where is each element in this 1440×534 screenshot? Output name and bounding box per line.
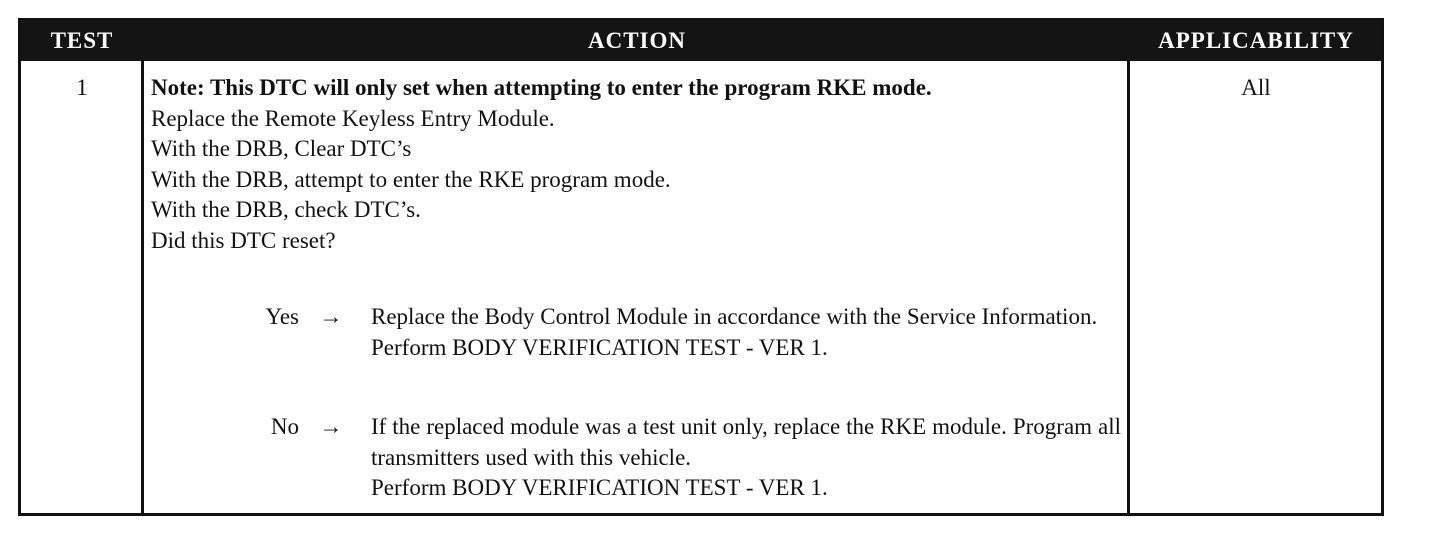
applicability-value: All [1241, 75, 1271, 100]
action-step: With the DRB, check DTC’s. [151, 197, 421, 222]
action-note: Note: This DTC will only set when attempting to enter the program RKE mode. [151, 75, 932, 100]
yes-result [371, 302, 1121, 363]
action-step: With the DRB, attempt to enter the RKE program mode. [151, 166, 671, 192]
header-action: ACTION [587, 28, 686, 53]
no-result-text: If the replaced module was a test unit only, replace the RKE module. Program all transmitters used with this vehicle. [371, 414, 1121, 470]
action-step: Replace the Remote Keyless Entry Module. [151, 105, 555, 131]
column-divider-applicability [1127, 61, 1130, 513]
header-applicability: APPLICABILITY [1158, 28, 1354, 53]
header-test: TEST [50, 28, 114, 53]
yes-arrow-icon: → [319, 304, 343, 329]
no-label: No [270, 414, 299, 439]
action-question: Did this DTC reset? [151, 227, 336, 253]
yes-result-text: Replace the Body Control Module in accordance with the Service Information. [371, 304, 1098, 329]
table-header [21, 21, 1381, 61]
no-verification-step: Perform BODY VERIFICATION TEST - VER 1. [371, 475, 828, 500]
action-step: With the DRB, Clear DTC’s [151, 136, 412, 161]
yes-verification-step: Perform BODY VERIFICATION TEST - VER 1. [371, 334, 828, 360]
column-divider-test [141, 61, 144, 513]
yes-label: Yes [265, 304, 299, 329]
no-arrow-icon: → [319, 414, 343, 439]
diagnostic-test-table [18, 18, 1384, 516]
action-cell [151, 73, 1121, 500]
test-number: 1 [76, 75, 88, 100]
no-result [371, 412, 1121, 504]
